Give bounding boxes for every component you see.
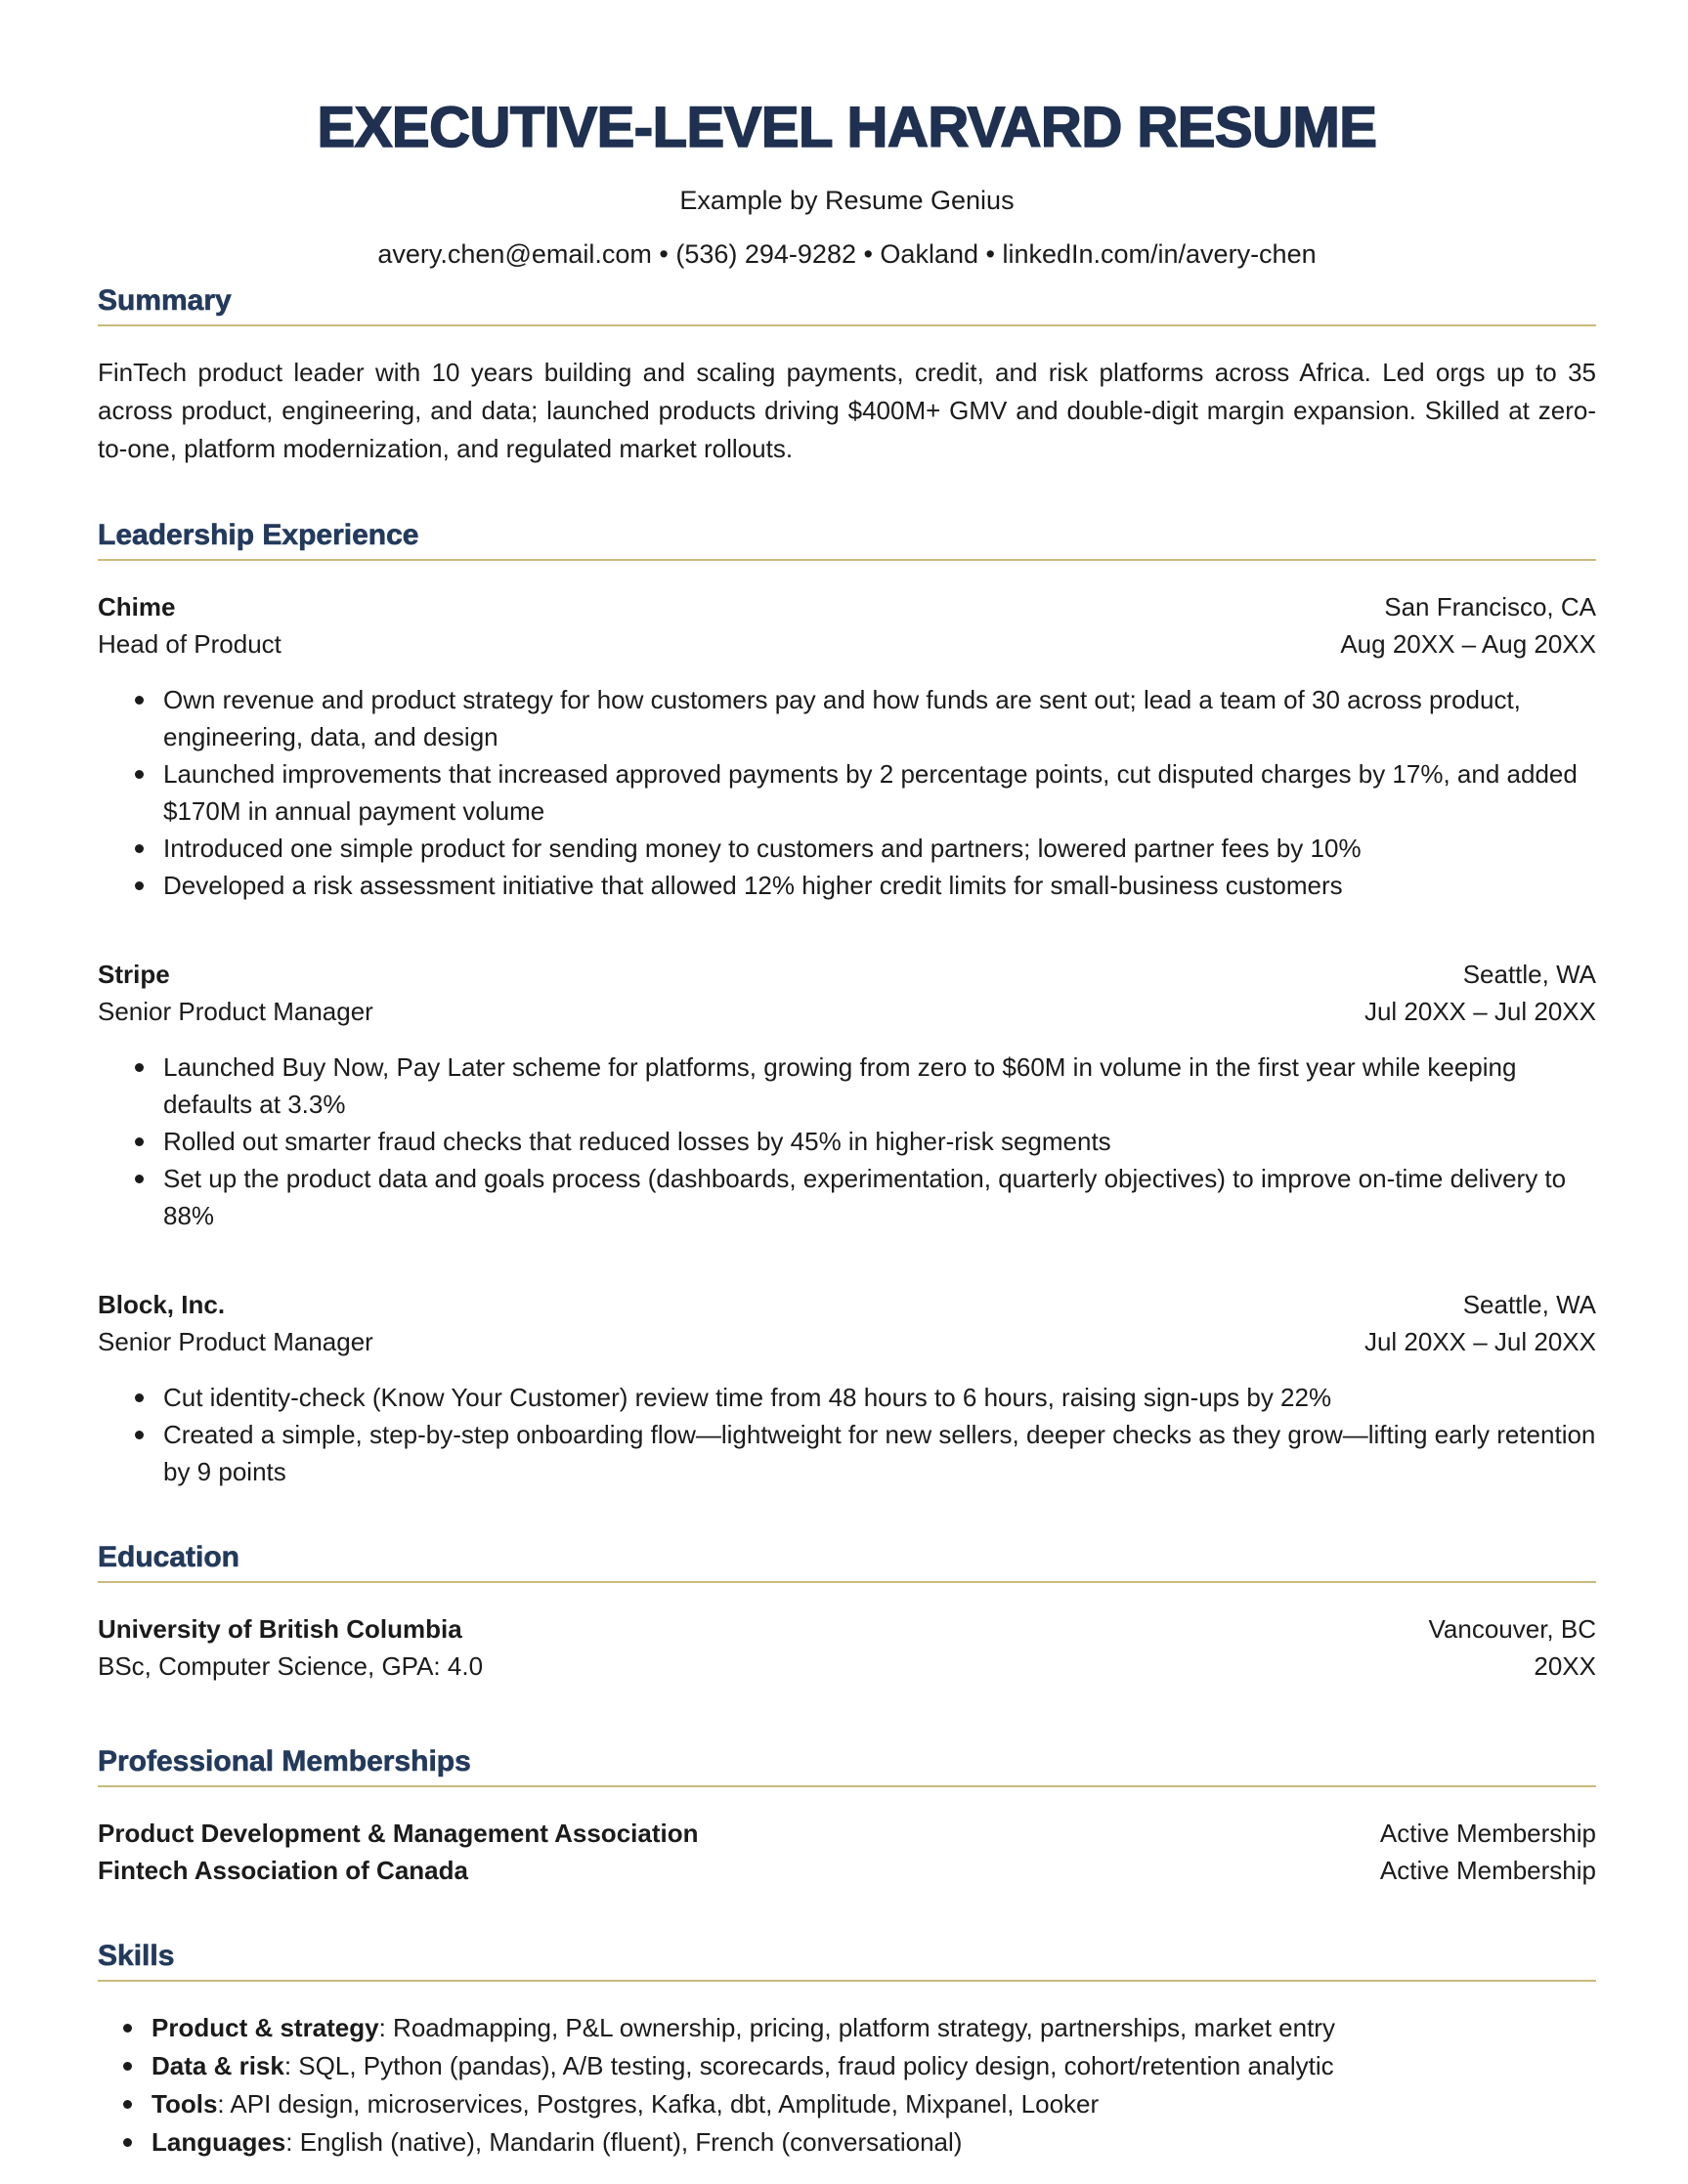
bullet-item: Rolled out smarter fraud checks that reduced losses by 45% in higher-risk segments: [98, 1123, 1596, 1160]
skill-item: [98, 2047, 1596, 2085]
section-memberships: [98, 1745, 1596, 1889]
school-name: University of British Columbia: [98, 1614, 462, 1644]
bullet-item: Created a simple, step-by-step onboarding flow—lightweight for new sellers, deeper checks as they grow—lifting early retention by 9 points: [98, 1416, 1596, 1490]
skill-detail: : SQL, Python (pandas), A/B testing, scorecards, fraud policy design, cohort/retention analytic: [283, 2051, 1334, 2080]
job-location: Seattle, WA: [1462, 1290, 1596, 1319]
degree: BSc, Computer Science, GPA: 4.0: [98, 1651, 484, 1681]
school-location: Vancouver, BC: [1428, 1614, 1596, 1644]
resume-subtitle: Example by Resume Genius: [679, 186, 1015, 215]
job-entry-chime: [98, 588, 1596, 904]
skill-label: Product & strategy: [151, 2013, 379, 2042]
bullet-item: Launched Buy Now, Pay Later scheme for platforms, growing from zero to $60M in volume in the first year while keeping defaults at 3.3%: [98, 1049, 1596, 1123]
job-bullet-list: [98, 681, 1596, 904]
skill-label: Tools: [151, 2089, 218, 2119]
graduation-year: 20XX: [1534, 1651, 1596, 1681]
membership-status: Active Membership: [1379, 1819, 1596, 1848]
section-education: [98, 1541, 1596, 1685]
skill-detail: : English (native), Mandarin (fluent), French (conversational): [285, 2127, 963, 2157]
summary-text: FinTech product leader with 10 years building and scaling payments, credit, and risk platforms across Africa. Led orgs up to 35 across product, engineering, and data; launched products driving $400M+ GMV and double-digit margin expansion. Skilled at zero-to-one, platform modernization, and regulated market rollouts.: [98, 358, 1596, 463]
job-dates: Jul 20XX – Jul 20XX: [1363, 997, 1596, 1026]
skill-detail: : API design, microservices, Postgres, Kafka, dbt, Amplitude, Mixpanel, Looker: [217, 2089, 1100, 2119]
skill-item: [98, 2123, 1596, 2162]
job-entry-stripe: [98, 956, 1596, 1234]
bullet-item: Cut identity-check (Know Your Customer) review time from 48 hours to 6 hours, raising sign-ups by 22%: [98, 1379, 1596, 1416]
section-experience: [98, 519, 1596, 1490]
job-bullet-list: [98, 1379, 1596, 1490]
resume-title: EXECUTIVE-LEVEL HARVARD RESUME: [317, 96, 1377, 159]
membership-name: Product Development & Management Association: [98, 1819, 699, 1848]
job-title: Senior Product Manager: [98, 1327, 373, 1356]
section-heading-experience: Leadership Experience: [98, 519, 1596, 561]
job-location: San Francisco, CA: [1384, 592, 1596, 621]
job-title: Senior Product Manager: [98, 997, 373, 1026]
skills-list: [98, 2009, 1596, 2162]
job-title: Head of Product: [98, 629, 281, 659]
section-heading-education: Education: [98, 1541, 1596, 1583]
bullet-item: Own revenue and product strategy for how customers pay and how funds are sent out; lead a team of 30 across product, engineering, data, and design: [98, 681, 1596, 755]
section-summary: [98, 284, 1596, 468]
skill-label: Data & risk: [151, 2051, 284, 2080]
membership-status: Active Membership: [1379, 1856, 1596, 1885]
contact-line: avery.chen@email.com • (536) 294-9282 • Oakland • linkedIn.com/in/avery-chen: [377, 239, 1317, 269]
bullet-item: Developed a risk assessment initiative that allowed 12% higher credit limits for small-business customers: [98, 867, 1596, 904]
skill-item: [98, 2009, 1596, 2047]
membership-name: Fintech Association of Canada: [98, 1856, 468, 1885]
section-heading-skills: Skills: [98, 1940, 1596, 1982]
skill-item: [98, 2085, 1596, 2123]
bullet-item: Set up the product data and goals process (dashboards, experimentation, quarterly objectives) to improve on-time delivery to 88%: [98, 1160, 1596, 1234]
company-name: Block, Inc.: [98, 1290, 226, 1319]
company-name: Chime: [98, 592, 176, 621]
section-heading-memberships: Professional Memberships: [98, 1745, 1596, 1787]
job-dates: Aug 20XX – Aug 20XX: [1340, 629, 1596, 659]
company-name: Stripe: [98, 960, 170, 989]
section-skills: [98, 1940, 1596, 2162]
job-dates: Jul 20XX – Jul 20XX: [1363, 1327, 1596, 1356]
bullet-item: Launched improvements that increased approved payments by 2 percentage points, cut disputed charges by 17%, and added $170M in annual payment volume: [98, 755, 1596, 830]
job-entry-block: [98, 1286, 1596, 1490]
skill-label: Languages: [151, 2127, 286, 2157]
skill-detail: : Roadmapping, P&L ownership, pricing, platform strategy, partnerships, market entry: [378, 2013, 1335, 2042]
job-bullet-list: [98, 1049, 1596, 1234]
bullet-item: Introduced one simple product for sending money to customers and partners; lowered partner fees by 10%: [98, 830, 1596, 867]
section-heading-summary: Summary: [98, 284, 1596, 326]
job-location: Seattle, WA: [1462, 960, 1596, 989]
